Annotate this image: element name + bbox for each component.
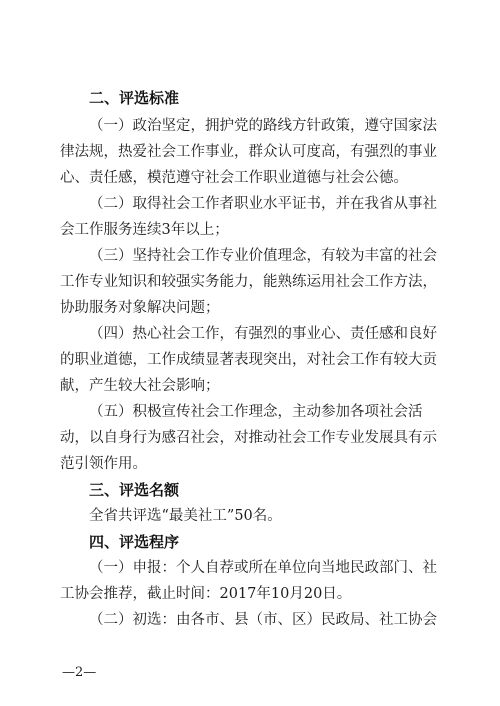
- text-line: （二）取得社会工作者职业水平证书，并在我省从事社: [89, 196, 437, 212]
- text-line: 心、责任感，模范遵守社会工作职业道德与社会公德。: [60, 170, 408, 186]
- text-line: （三）坚持社会工作专业价值理念，有较为丰富的社会: [89, 248, 437, 264]
- text-line: 全省共评选“最美社工”50名。: [89, 508, 282, 524]
- text-line: （五）积极宣传社会工作理念，主动参加各项社会活: [89, 404, 423, 420]
- text-line: （二）初选：由各市、县（市、区）民政局、社工协会: [89, 612, 437, 628]
- text-line: 动，以自身行为感召社会，对推动社会工作专业发展具有示: [60, 430, 437, 446]
- text-line: 律法规，热爱社会工作事业，群众认可度高，有强烈的事业: [60, 144, 437, 160]
- text-line: 会工作服务连续3年以上；: [60, 222, 229, 238]
- section-heading-procedure: 四、评选程序: [89, 533, 180, 551]
- text-line: 协助服务对象解决问题；: [60, 300, 220, 316]
- text-line: 工作专业知识和较强实务能力，能熟练运用社会工作方法，: [60, 274, 437, 290]
- text-line: （一）政治坚定，拥护党的路线方针政策，遵守国家法: [89, 118, 437, 134]
- section-heading-quota: 三、评选名额: [89, 481, 180, 499]
- text-line: 的职业道德，工作成绩显著表现突出，对社会工作有较大贡: [60, 352, 437, 368]
- page-number: —2—: [62, 665, 97, 680]
- section-heading-criteria: 二、评选标准: [89, 89, 180, 107]
- text-line: 工协会推荐，截止时间：2017年10月20日。: [60, 586, 352, 602]
- text-line: （四）热心社会工作，有强烈的事业心、责任感和良好: [89, 326, 437, 342]
- text-line: 献，产生较大社会影响；: [60, 378, 220, 394]
- text-line: （一）申报：个人自荐或所在单位向当地民政部门、社: [89, 560, 437, 576]
- text-line: 范引领作用。: [60, 456, 147, 472]
